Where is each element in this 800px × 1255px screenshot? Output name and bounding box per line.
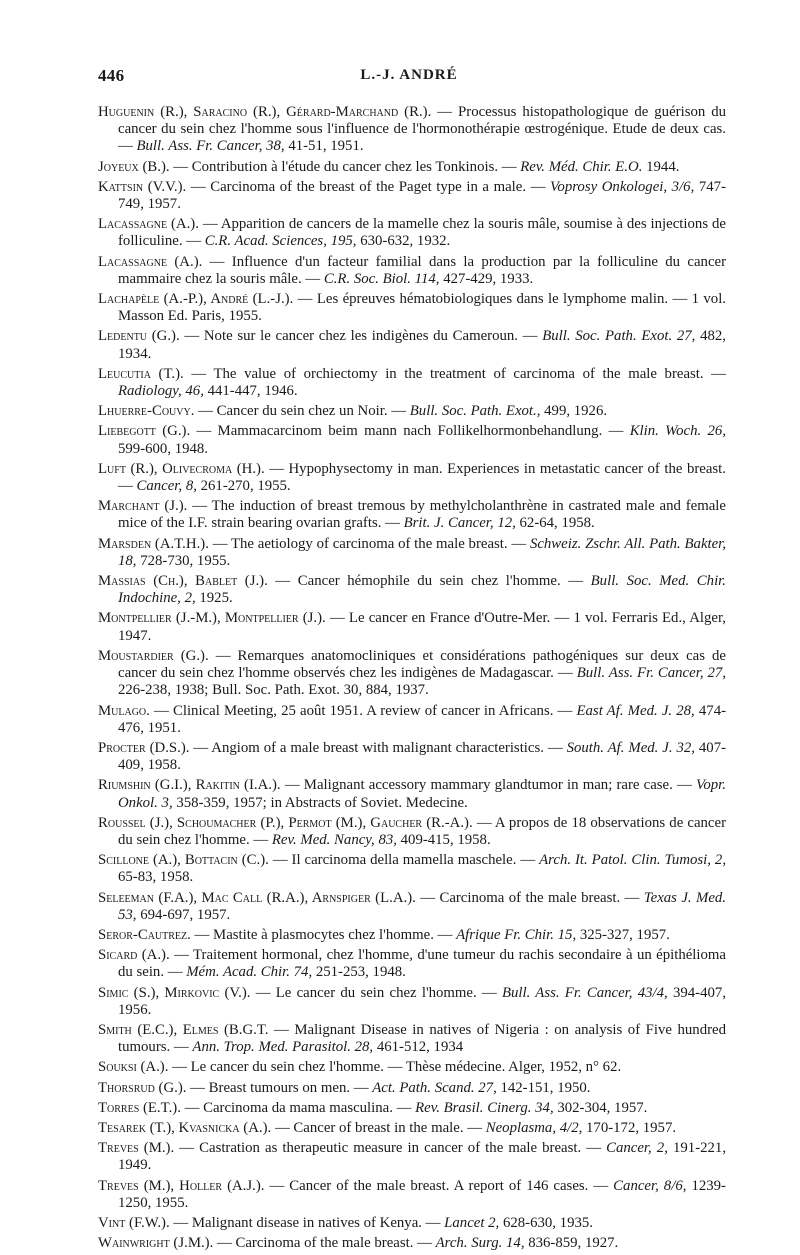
reference-authors: Marchant (J.). (98, 498, 188, 515)
reference-entry (98, 366, 726, 400)
reference-authors: Wainwright (J.M.). (98, 1235, 214, 1252)
reference-authors: Smith (E.C.), Elmes (B.G.T. (98, 1021, 269, 1038)
reference-pages: 694-697, 1957. (140, 906, 231, 923)
reference-entry (98, 1120, 726, 1137)
reference-entry (98, 159, 726, 176)
reference-authors: Riumshin (G.I.), Rakitin (I.A.). (98, 777, 281, 794)
reference-title: — Carcinoma da mama masculina. — (184, 1099, 412, 1116)
reference-authors: Simic (S.), Mirkovic (V.). (98, 984, 251, 1001)
reference-source: Lancet 2, (444, 1214, 500, 1231)
reference-source: Klin. Woch. 26, (629, 423, 726, 440)
reference-authors: Lachapèle (A.-P.), André (L.-J.). (98, 291, 294, 308)
reference-entry (98, 610, 726, 644)
reference-title: — Clinical Meeting, 25 août 1951. A review of cancer in Africans. — (154, 702, 573, 719)
reference-title: — Malignant disease in natives of Kenya. — (173, 1214, 441, 1231)
page-header (98, 66, 720, 88)
reference-pages: 836-859, 1927. (528, 1235, 619, 1252)
reference-authors: Thorsrud (G.). (98, 1079, 187, 1096)
reference-source: Bull. Soc. Path. Exot. 27, (542, 328, 696, 345)
reference-authors: Lacassagne (A.). (98, 253, 203, 270)
reference-entry (98, 536, 726, 570)
reference-source: Act. Path. Scand. 27, (372, 1079, 497, 1096)
reference-entry (98, 254, 726, 288)
reference-entry (98, 498, 726, 532)
reference-pages: 1925. (199, 590, 233, 607)
reference-pages: 427-429, 1933. (443, 270, 534, 287)
reference-source: Voprosy Onkologei, 3/6, (550, 178, 695, 195)
reference-authors: Procter (D.S.). (98, 739, 190, 756)
reference-entry (98, 328, 726, 362)
reference-entry (98, 1080, 726, 1097)
reference-title: — Mammacarcinom beim mann nach Follikelhormonbehandlung. — (196, 423, 624, 440)
reference-title: — Note sur le cancer chez les indigènes du Cameroun. — (184, 328, 538, 345)
reference-authors: Scillone (A.), Bottacin (C.). (98, 852, 269, 869)
reference-pages: 261-270, 1955. (200, 478, 291, 495)
reference-pages: 474-476, 1951. (118, 702, 727, 736)
reference-authors: Massias (Ch.), Bablet (J.). (98, 573, 268, 590)
reference-pages: 599-600, 1948. (118, 440, 209, 457)
reference-pages: 191-221, 1949. (118, 1140, 727, 1174)
reference-pages: 1944. (646, 158, 680, 175)
running-title: L.-J. ANDRÉ (360, 67, 458, 83)
reference-source: Arch. It. Patol. Clin. Tumosi, 2, (539, 852, 727, 869)
reference-pages: 747-749, 1957. (118, 178, 726, 213)
reference-title: — Carcinoma of the male breast. — (217, 1235, 432, 1252)
reference-source: C.R. Acad. Sciences, 195, (204, 233, 357, 250)
reference-entry (98, 423, 726, 457)
reference-entry (98, 1178, 726, 1212)
reference-authors: Sicard (A.). (98, 947, 170, 964)
reference-source: Rev. Med. Nancy, 83, (271, 831, 397, 848)
reference-entry (98, 1215, 726, 1232)
reference-source: Cancer, 2, (606, 1140, 668, 1157)
reference-entry (98, 1059, 726, 1076)
reference-source: Schweiz. Zschr. All. Path. Bakter, 18, (118, 535, 727, 569)
reference-source: Vopr. Onkol. 3, (118, 777, 726, 811)
reference-title: — Mastite à plasmocytes chez l'homme. — (194, 926, 453, 943)
reference-pages: 325-327, 1957. (579, 926, 670, 943)
reference-authors: Treves (M.). (98, 1140, 175, 1157)
reference-authors: Lhuerre-Couvy. (98, 403, 195, 420)
reference-authors: Vint (F.W.). (98, 1214, 170, 1231)
reference-entry (98, 927, 726, 944)
reference-source: Bull. Ass. Fr. Cancer, 43/4, (501, 984, 668, 1001)
reference-source: Bull. Soc. Med. Chir. Indochine, 2, (118, 573, 727, 607)
reference-pages: 142-151, 1950. (500, 1079, 591, 1096)
reference-pages: 62-64, 1958. (519, 515, 595, 532)
reference-title: — Carcinoma of the male breast. — (420, 889, 640, 906)
reference-title: — Hypophysectomy in man. Experiences in metastatic cancer of the breast. — (118, 460, 726, 495)
reference-authors: Seleeman (F.A.), Mac Call (R.A.), Arnspiger (L.A.). (98, 889, 416, 906)
reference-title: — Malignant Disease in natives of Nigeria : on analysis of Five hundred tumours. — (118, 1021, 726, 1056)
reference-source: Neoplasma, 4/2, (485, 1119, 583, 1136)
reference-title: — Contribution à l'étude du cancer chez les Tonkinois. — (173, 158, 517, 175)
reference-source: Cancer, 8, (136, 478, 197, 495)
reference-source: South. Af. Med. J. 32, (566, 739, 695, 756)
reference-title: — Breast tumours on men. — (190, 1079, 369, 1096)
reference-title: — Traitement hormonal, chez l'homme, d'une tumeur du rachis secondaire à un épithélioma du sein. — (118, 947, 726, 981)
reference-entry (98, 1100, 726, 1117)
reference-title: — Le cancer du sein chez l'homme. — (255, 984, 497, 1001)
reference-authors: Roussel (J.), Schoumacher (P.), Permot (M.), Gaucher (R.-A.). (98, 814, 473, 831)
reference-authors: Marsden (A.T.H.). (98, 535, 209, 552)
reference-title: — Les épreuves hématobiologiques dans le lymphome malin. — 1 vol. Masson Ed. Paris, 1955. (118, 291, 727, 325)
reference-source: Radiology, 46, (118, 383, 204, 400)
reference-entry (98, 216, 726, 250)
reference-pages: 628-630, 1935. (502, 1214, 593, 1231)
reference-title: — Il carcinoma della mamella maschele. — (272, 852, 536, 869)
reference-entry (98, 291, 726, 325)
reference-entry (98, 104, 726, 156)
reference-authors: Liebegott (G.). (98, 423, 191, 440)
reference-entry (98, 648, 726, 700)
reference-title: — Le cancer du sein chez l'homme. — Thèse médecine. Alger, 1952, n° 62. (172, 1059, 622, 1076)
reference-entry (98, 1235, 726, 1252)
reference-entry (98, 703, 726, 737)
reference-entry (98, 1140, 726, 1174)
reference-source: Brit. J. Cancer, 12, (403, 515, 516, 532)
reference-authors: Montpellier (J.-M.), Montpellier (J.). (98, 610, 326, 627)
reference-title: — Apparition de cancers de la mamelle chez la souris mâle, soumise à des injections de folliculine. — (118, 216, 726, 250)
reference-authors: Seror-Cautrez. (98, 926, 191, 943)
reference-authors: Lacassagne (A.). (98, 216, 199, 233)
reference-authors: Kattsin (V.V.). (98, 178, 187, 195)
reference-title: — Cancer of the male breast. A report of 146 cases. — (269, 1177, 609, 1194)
reference-pages: 409-415, 1958. (400, 831, 491, 848)
reference-title: — The value of orchiectomy in the treatment of carcinoma of the male breast. — (191, 365, 726, 382)
reference-entry (98, 852, 726, 886)
reference-source: Bull. Soc. Path. Exot., (409, 403, 541, 420)
reference-entry (98, 777, 726, 811)
reference-title: — Le cancer en France d'Outre-Mer. — 1 vol. Ferraris Ed., Alger, 1947. (118, 610, 727, 644)
reference-pages: 630-632, 1932. (360, 233, 451, 250)
reference-title: — Remarques anatomocliniques et considérations pathogéniques sur deux cas de cancer du sein chez l'homme observés chez les indigènes de Madagascar. — (118, 647, 726, 682)
reference-authors: Luft (R.), Olivecroma (H.). (98, 460, 265, 477)
reference-authors: Treves (M.), Holler (A.J.). (98, 1177, 265, 1194)
reference-source: Texas J. Med. 53, (118, 889, 726, 923)
reference-title: — Malignant accessory mammary glandtumor in man; rare case. — (284, 777, 692, 794)
reference-authors: Joyeux (B.). (98, 158, 170, 175)
reference-authors: Moustardier (G.). (98, 647, 209, 664)
reference-pages: 482, 1934. (118, 328, 726, 362)
reference-entry (98, 740, 726, 774)
reference-entry (98, 890, 726, 924)
reference-title: — The aetiology of carcinoma of the male breast. — (212, 535, 527, 552)
reference-entry (98, 985, 726, 1019)
reference-pages: 461-512, 1934 (376, 1039, 464, 1056)
reference-title: — Castration as therapeutic measure in cancer of the male breast. — (179, 1140, 602, 1157)
reference-title: — Cancer du sein chez un Noir. — (198, 403, 407, 420)
reference-title: — Cancer hémophile du sein chez l'homme. — (275, 573, 584, 590)
reference-entry (98, 461, 726, 495)
reference-authors: Torres (E.T.). (98, 1099, 181, 1116)
reference-authors: Mulago. (98, 702, 150, 719)
reference-pages: 358-359, 1957; in Abstracts of Soviet. Medecine. (176, 794, 468, 811)
reference-title: — Cancer of breast in the male. — (274, 1119, 483, 1136)
reference-authors: Souksi (A.). (98, 1059, 169, 1076)
reference-list (98, 104, 726, 1255)
reference-authors: Tesarek (T.), Kvasnicka (A.). (98, 1119, 272, 1136)
reference-pages: 41-51, 1951. (288, 138, 364, 155)
reference-pages: 251-253, 1948. (315, 964, 406, 981)
reference-source: East Af. Med. J. 28, (576, 702, 695, 719)
reference-authors: Leucutia (T.). (98, 365, 184, 382)
reference-entry (98, 815, 726, 849)
reference-pages: 170-172, 1957. (586, 1119, 677, 1136)
reference-pages: 1239-1250, 1955. (118, 1177, 726, 1211)
reference-source: Bull. Ass. Fr. Cancer, 27, (576, 665, 727, 682)
reference-entry (98, 403, 726, 420)
reference-pages: 226-238, 1938; Bull. Soc. Path. Exot. 30, 884, 1937. (118, 682, 429, 699)
reference-entry (98, 1022, 726, 1056)
reference-source: Ann. Trop. Med. Parasitol. 28, (192, 1039, 374, 1056)
reference-pages: 302-304, 1957. (557, 1099, 648, 1116)
reference-pages: 394-407, 1956. (118, 984, 726, 1018)
reference-title: — The induction of breast tremous by methylcholanthrène in castrated male and female mice of the I.F. strain bearing ovarian grafts. — (118, 498, 726, 532)
reference-title: — A propos de 18 observations de cancer du sein chez l'homme. — (118, 814, 726, 848)
reference-entry (98, 947, 726, 981)
reference-pages: 407-409, 1958. (118, 739, 727, 774)
reference-source: Cancer, 8/6, (613, 1177, 687, 1194)
reference-source: Mém. Acad. Chir. 74, (186, 964, 313, 981)
reference-source: Rev. Méd. Chir. E.O. (520, 158, 643, 175)
reference-source: C.R. Soc. Biol. 114, (323, 270, 440, 287)
reference-source: Rev. Brasil. Cinerg. 34, (415, 1099, 554, 1116)
reference-title: — Angiom of a male breast with malignant characteristics. — (193, 739, 563, 756)
reference-pages: 499, 1926. (544, 403, 608, 420)
page-number: 446 (98, 66, 125, 85)
reference-title: — Influence d'un facteur familial dans la production par la folliculine du cancer mammaire chez la souris mâle. — (118, 253, 727, 287)
reference-entry (98, 573, 726, 607)
reference-entry (98, 179, 726, 213)
reference-authors: Ledentu (G.). (98, 328, 180, 345)
reference-source: Arch. Surg. 14, (435, 1235, 525, 1252)
reference-pages: 441-447, 1946. (207, 383, 298, 400)
reference-authors: Huguenin (R.), Saracino (R.), Gérard-Marchand (R.). (98, 104, 432, 120)
reference-title: — Carcinoma of the breast of the Paget type in a male. — (190, 178, 546, 195)
reference-source: Bull. Ass. Fr. Cancer, 38, (136, 138, 285, 155)
reference-pages: 728-730, 1955. (140, 552, 231, 569)
reference-source: Afrique Fr. Chir. 15, (456, 926, 577, 943)
reference-pages: 65-83, 1958. (118, 869, 194, 886)
reference-title: — Processus histopathologique de guérison du cancer du sein chez l'homme sous l'influence de l'hormonothérapie œstrogénique. Etude de deux cas. — (118, 104, 727, 155)
